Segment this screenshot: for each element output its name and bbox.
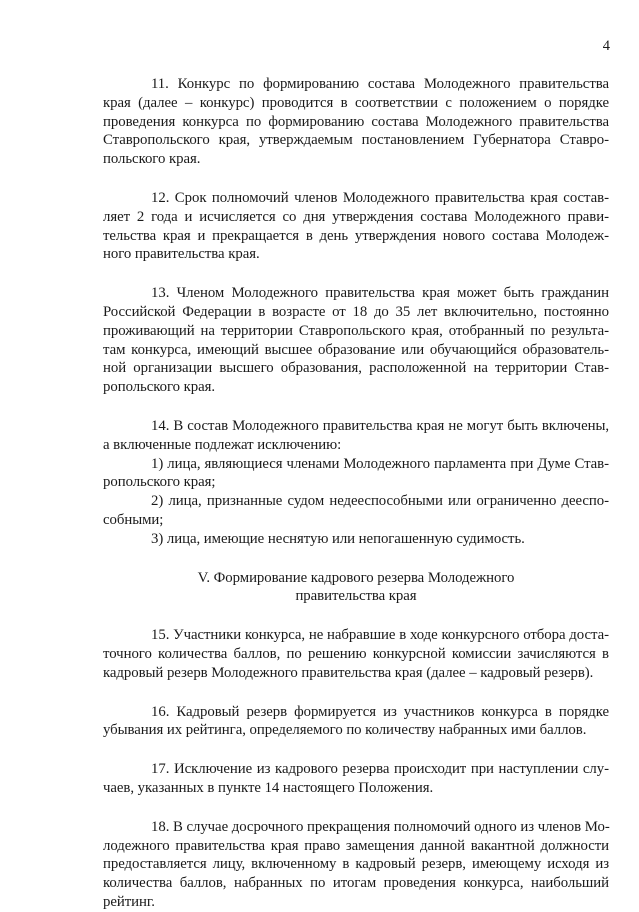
paragraph-17 [103, 760, 609, 798]
text-line: ной организации высшего образования, расположенной на территории Став- [103, 360, 609, 377]
text-line: 18. В случае досрочного прекращения полномочий одного из членов Мо- [151, 818, 610, 835]
heading-line: V. Формирование кадрового резерва Молодежного [197, 569, 515, 586]
paragraph-13 [103, 284, 609, 397]
paragraph-11 [103, 75, 609, 169]
text-line: точного количества баллов, по решению конкурсной комиссии зачисляются в [103, 645, 609, 662]
text-line: ропольского края; [103, 474, 216, 491]
text-line: 11. Конкурс по формированию состава Молодежного правительства [151, 76, 609, 92]
text-line: проживающий на территории Ставропольского края, отобранный по результа- [103, 322, 609, 339]
text-line: Ставропольского края, утверждаемым постановлением Губернатора Ставро- [103, 132, 609, 149]
section-heading [103, 569, 609, 607]
text-line: а включенные подлежат исключению: [103, 436, 342, 453]
text-line: кадровый резерв Молодежного правительства края (далее – кадровый резерв). [103, 664, 594, 681]
paragraph-15 [103, 626, 609, 682]
text-line: там конкурса, имеющий высшее образование или обучающийся образователь- [103, 341, 609, 358]
text-line: убывания их рейтинга, определяемого по количеству набранных ими баллов. [103, 722, 587, 739]
text-line: польского края. [103, 151, 201, 168]
text-line: 2) лица, признанные судом недееспособными или ограниченно дееспо- [151, 493, 609, 510]
paragraph-14 [103, 417, 609, 549]
text-line: ляет 2 года и исчисляется со дня утверждения состава Молодежного прави- [103, 208, 609, 225]
text-line: края (далее – конкурс) проводится в соответствии с положением о порядке [103, 94, 609, 111]
text-line: ного правительства края. [103, 246, 260, 263]
text-line: 3) лица, имеющие неснятую или непогашенную судимость. [151, 530, 525, 547]
text-line: 16. Кадровый резерв формируется из участников конкурса в порядке [151, 703, 609, 720]
text-line: ропольского края. [103, 379, 216, 396]
text-line: 14. В состав Молодежного правительства края не могут быть включены, [151, 417, 609, 434]
text-line: 1) лица, являющиеся членами Молодежного парламента при Думе Став- [151, 455, 609, 472]
text-line: 17. Исключение из кадрового резерва происходит при наступлении слу- [151, 761, 609, 778]
text-line: лодежного правительства края право замещения данной вакантной должности [103, 837, 609, 854]
paragraph-12 [103, 189, 609, 264]
text-line: тельства края и прекращается в день утверждения нового состава Молодеж- [103, 227, 609, 244]
text-line: 12. Срок полномочий членов Молодежного правительства края состав- [151, 189, 609, 206]
text-line: проведения конкурса по формированию состава Молодежного правительства [103, 113, 609, 130]
heading-line: правительства края [295, 588, 417, 605]
text-line: предоставляется лицу, включенному в кадровый резерв, имеющему исходя из [103, 856, 609, 873]
text-line: количества баллов, набранных по итогам проведения конкурса, наибольший [103, 875, 609, 892]
page-number: 4 [602, 38, 610, 54]
paragraph-16 [103, 703, 609, 741]
text-line: чаев, указанных в пункте 14 настоящего Положения. [103, 779, 434, 796]
document-body [103, 75, 609, 912]
text-line: собными; [103, 511, 164, 528]
paragraph-18 [103, 818, 609, 912]
text-line: 13. Членом Молодежного правительства края может быть гражданин [151, 285, 609, 302]
text-line: рейтинг. [103, 893, 155, 910]
text-line: Российской Федерации в возрасте от 18 до 35 лет включительно, постоянно [103, 303, 609, 320]
text-line: 15. Участники конкурса, не набравшие в ходе конкурсного отбора доста- [151, 627, 609, 644]
